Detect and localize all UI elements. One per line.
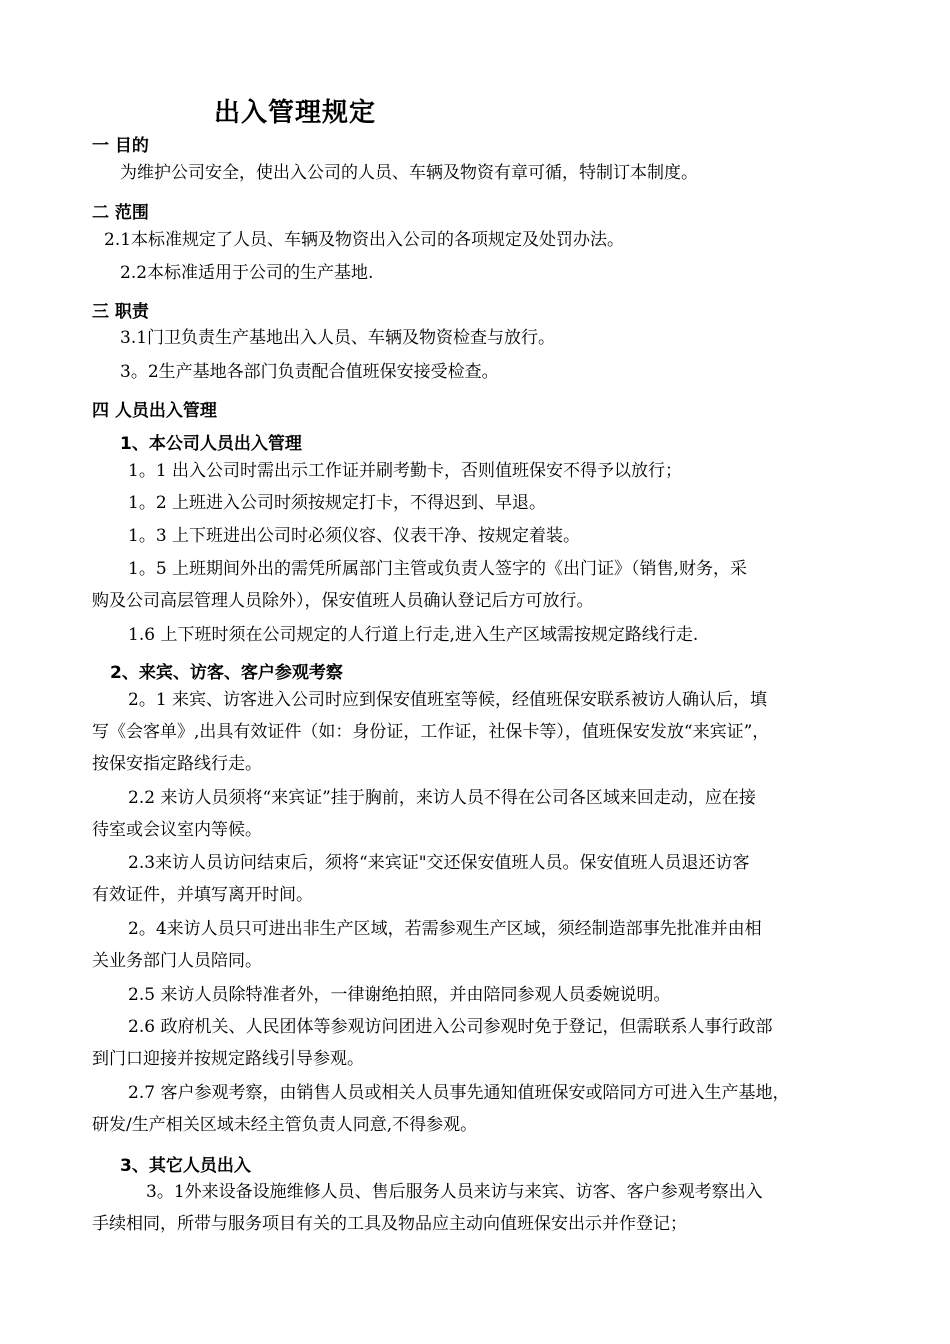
item-visitors-2-2-line-2: 待室或会议室内等候。 (92, 820, 262, 840)
paragraph-scope-2-2: 2.2本标准适用于公司的生产基地. (120, 263, 374, 283)
item-visitors-2-3-line-2: 有效证件，并填写离开时间。 (92, 885, 313, 905)
item-visitors-2-4 (92, 913, 877, 977)
item-staff-1-5-line-2: 购及公司高层管理人员除外），保安值班人员确认登记后方可放行。 (92, 591, 594, 611)
item-visitors-2-4-line-1: 2。4来访人员只可进出非生产区域，若需参观生产区域，须经制造部事先批准并由相 (128, 919, 762, 939)
item-visitors-2-5: 2.5 来访人员除特准者外，一律谢绝拍照，并由陪同参观人员委婉说明。 (128, 985, 671, 1005)
item-others-3-1-line-2: 手续相同，所带与服务项目有关的工具及物品应主动向值班保安出示并作登记； (92, 1214, 687, 1234)
subsection-heading-staff: 1、本公司人员出入管理 (120, 434, 302, 454)
paragraph-duties-3-1: 3.1门卫负责生产基地出入人员、车辆及物资检查与放行。 (120, 328, 556, 348)
item-visitors-2-3 (92, 847, 877, 911)
subsection-heading-visitors: 2、来宾、访客、客户参观考察 (110, 663, 343, 683)
item-visitors-2-6 (92, 1011, 877, 1075)
section-heading-duties: 三 职责 (92, 302, 149, 322)
item-staff-1-5 (92, 553, 877, 617)
item-staff-1-3: 1。3 上下班进出公司时必须仪容、仪表干净、按规定着装。 (128, 526, 581, 546)
section-heading-purpose: 一 目的 (92, 136, 149, 156)
item-visitors-2-1-line-2: 写《会客单》,出具有效证件（如：身份证，工作证，社保卡等），值班保安发放“来宾证”， (92, 722, 770, 742)
item-others-3-1 (92, 1176, 877, 1240)
item-visitors-2-7 (92, 1077, 877, 1141)
paragraph-duties-3-2: 3。2生产基地各部门负责配合值班保安接受检查。 (120, 362, 499, 382)
subsection-heading-others: 3、其它人员出入 (120, 1156, 251, 1176)
item-staff-1-6: 1.6 上下班时须在公司规定的人行道上行走,进入生产区域需按规定路线行走. (128, 625, 699, 645)
item-visitors-2-1-line-3: 按保安指定路线行走。 (92, 754, 262, 774)
item-visitors-2-6-line-1: 2.6 政府机关、人民团体等参观访问团进入公司参观时免于登记，但需联系人事行政部 (128, 1017, 773, 1037)
item-visitors-2-2 (92, 782, 877, 846)
item-staff-1-5-line-1: 1。5 上班期间外出的需凭所属部门主管或负责人签字的《出门证》（销售,财务，采 (128, 559, 747, 579)
section-heading-personnel: 四 人员出入管理 (92, 401, 217, 421)
item-staff-1-2: 1。2 上班进入公司时须按规定打卡，不得迟到、早退。 (128, 493, 547, 513)
item-visitors-2-7-line-2: 研发/生产相关区域未经主管负责人同意,不得参观。 (92, 1115, 478, 1135)
section-heading-scope: 二 范围 (92, 203, 149, 223)
item-visitors-2-4-line-2: 关业务部门人员陪同。 (92, 951, 262, 971)
item-visitors-2-3-line-1: 2.3来访人员访问结束后，须将“来宾证"交还保安值班人员。保安值班人员退还访客 (128, 853, 750, 873)
document-title: 出入管理规定 (214, 98, 377, 128)
item-visitors-2-6-line-2: 到门口迎接并按规定路线引导参观。 (92, 1049, 364, 1069)
paragraph-purpose: 为维护公司安全，使出入公司的人员、车辆及物资有章可循，特制订本制度。 (120, 163, 698, 183)
item-staff-1-1: 1。1 出入公司时需出示工作证并刷考勤卡，否则值班保安不得予以放行； (128, 461, 683, 481)
item-others-3-1-line-1: 3。1外来设备设施维修人员、售后服务人员来访与来宾、访客、客户参观考察出入 (146, 1182, 763, 1202)
paragraph-scope-2-1: 2.1本标准规定了人员、车辆及物资出入公司的各项规定及处罚办法。 (104, 230, 625, 250)
item-visitors-2-2-line-1: 2.2 来访人员须将“来宾证”挂于胸前，来访人员不得在公司各区域来回走动，应在接 (128, 788, 756, 808)
item-visitors-2-1-line-1: 2。1 来宾、访客进入公司时应到保安值班室等候，经值班保安联系被访人确认后，填 (128, 690, 768, 710)
item-visitors-2-1 (92, 684, 877, 780)
item-visitors-2-7-line-1: 2.7 客户参观考察，由销售人员或相关人员事先通知值班保安或陪同方可进入生产基地， (128, 1083, 790, 1103)
